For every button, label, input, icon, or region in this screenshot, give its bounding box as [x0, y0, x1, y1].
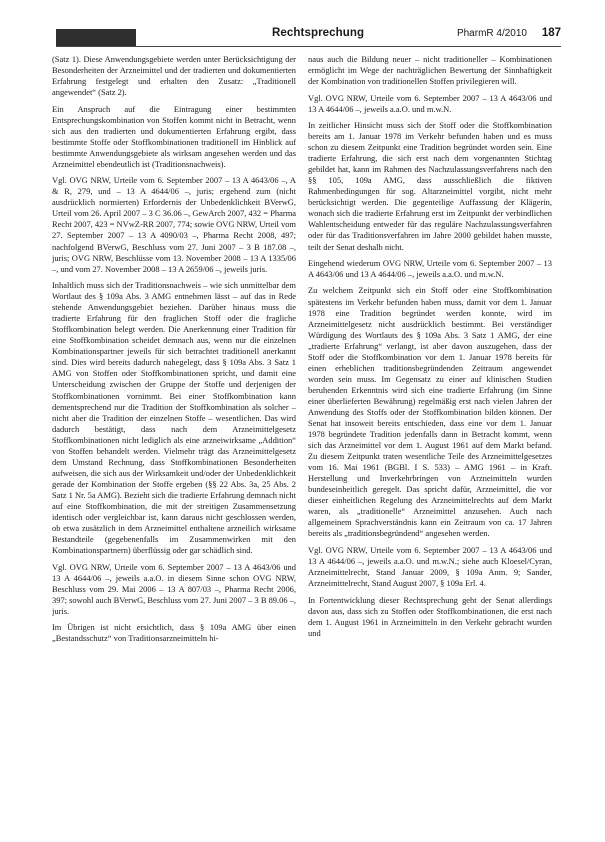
citation-paragraph: Vgl. OVG NRW, Urteile vom 6. September 2007 – 13 A 4643/06 und 13 A 4644/06 –, jeweils a.a.O. in diesem Sinne schon OVG NRW, Beschluss vom 29. Mai 2006 – 13 A 807/03 –, Pharma Recht 2006, 397; sowohl auch BVerwG, Beschluss vom 27. Juni 2007 – 3 B 89.06 –, juris. — [52, 561, 296, 616]
page-number: 187 — [541, 27, 561, 39]
citation-paragraph: Eingehend wiederum OVG NRW, Urteile vom 6. September 2007 – 13 A 4643/06 und 13 A 4644/06 –, jeweils a.a.O. und m.w.N. — [308, 257, 552, 280]
paragraph: Im Übrigen ist nicht ersichtlich, dass § 109a AMG über einen „Bestandsschutz“ von Traditionsarzneimitteln hi- — [52, 622, 296, 644]
paragraph: Zu welchem Zeitpunkt sich ein Stoff oder eine Stoffkombination spätestens im Verkehr befunden haben muss, damit vor dem 1. Januar 1978 eine Tradition begründet werden konnte, wird im Arzneimittelgesetz nicht ausdrücklich bestimmt. Bei verständiger Würdigung des Wortlauts des § 109a Abs. 3 Satz 1 AMG, der eine „tradierte Erfahrung“ verlangt, ist aber davon auszugehen, dass der Stoff oder die Stoffkombination vor dem 1. Januar 1978 bereits für einen erheblichen traditionsbegründenden Zeitraum angewendet worden sein muss. Im Gegensatz zu einer auf klinischen Studien beruhenden Erkenntnis wird sich eine tradierte Erfahrung (im Sinne einer überlieferten Bewährung) regelmäßig erst nach vielen Jahren der Anwendung des Stoffs oder der Stoffkombination bilden können. Der Senat hat insoweit bereits entschieden, dass eine vor dem 1. Januar 1978 begründete Tradition jedenfalls dann in Betracht kommt, wenn sich das Arzneimittel vor dem 1. August 1961 auf dem Markt befand. Zu diesem Zeitpunkt traten wesentliche Teile des Arzneimittelgesetzes vom 16. Mai 1961 (BGBl. I S. 533) – AMG 1961 – in Kraft. Herstellung und Inverkehrbringen von Arzneimitteln wurden bundeseinheitlich geregelt. Das spricht dafür, Arzneimittel, die vor dieser einheitlichen Regelung des Arzneimittelrechts auf dem Markt waren, als „traditionelle“ Arzneimittel anzusehen. Auch nach allgemeinem Sprachverständnis kann ein Zeitraum von ca. 17 Jahren bereits als „traditionsbegründend“ angesehen werden. — [308, 285, 552, 539]
paragraph: In Fortentwicklung dieser Rechtsprechung geht der Senat allerdings davon aus, dass sich zu Stoffen oder Stoffkombinationen, die erst nach dem 1. August 1961 in Arzneimitteln in den Verkehr gebracht wurden und — [308, 594, 552, 638]
section-title: Rechtsprechung — [272, 27, 365, 39]
left-column — [52, 54, 296, 834]
paragraph: Ein Anspruch auf die Eintragung einer bestimmten Entsprechungskombination von Stoffen kommt nicht in Betracht, wenn sich aus den tradierten und dokumentierten Erfahrung ergibt, dass bestimmte Stoffe oder Stoffkombinationen traditionell im Hinblick auf bestimmte Anwendungsgebiete als wirksam angesehen werden und das Arzneimittel ebendeutlich ist (Traditionsnachweis). — [52, 103, 296, 169]
paragraph: In zeitlicher Hinsicht muss sich der Stoff oder die Stoffkombination bereits am 1. Januar 1978 im Verkehr befunden haben und es muss schon zu diesem Zeitpunkt eine Tradition begründet worden sein. Eine tradierte Erfahrung, die sich erst nach dem vorgenannten Stichtag gebildet hat, kann im Rahmen des Nachzulassungsverfahrens nach den §§ 105, 109a AMG, dass ausschließlich die fiktiven Rahmenbedingungen für sog. Altarzneimittel vorgibt, nicht mehr berücksichtigt werden. Die gegenteilige Auffassung der Klägerin, wonach sich die tradierte Erfahrung erst im Zeitpunkt der verbindlichen Wahlentscheidung entweder für das reguläre Nachzulassungsverfahren oder für das Traditionsverfahren im Jahre 2000 gebildet haben musste, teilt der Senat deshalb nicht. — [308, 120, 552, 252]
citation-paragraph: Vgl. OVG NRW, Urteile vom 6. September 2007 – 13 A 4643/06 –, A & R, 279, und – 13 A 4644/06 –, juris; ergehend zum (nicht ausdrücklich normierten) Erfordernis der Unbedenklichkeit BVerwG, Urteil vom 26. April 2007 – 3 C 36.06 –, GewArch 2007, 432 = Pharma Recht 2007, 423 = NVwZ-RR 2007, 774; sowie OVG NRW, Urteil vom 27. September 2007 – 13 A 4090/03 –, Pharma Recht 2008, 497; nachfolgend BVerwG, Beschluss vom 27. Juni 2007 – 3 B 187.08 –, juris; OVG NRW, Beschlüsse vom 13. November 2008 – 13 A 1335/06 –, und vom 27. November 2008 – 13 A 2659/06 –, jeweils juris. — [52, 175, 296, 274]
citation-paragraph: Vgl. OVG NRW, Urteile vom 6. September 2007 – 13 A 4643/06 und 13 A 4644/06 –, jeweils a.a.O. und m.w.N.; siehe auch Kloesel/Cyran, Arzneimittelrecht, Stand Januar 2009, § 109a Anm. 9; Sander, Arzneimittelrecht, Stand August 2007, § 109a Erl. 4. — [308, 544, 552, 589]
header-bar — [56, 29, 136, 47]
paragraph: (Satz 1). Diese Anwendungsgebiete werden unter Berücksichtigung der Besonderheiten der Arzneimittel und der tradierten und dokumentierten Erfahrung festgelegt und erhalten den Zusatz: „Traditionell angewendet“ (Satz 2). — [52, 54, 296, 98]
citation-paragraph: Vgl. OVG NRW, Urteile vom 6. September 2007 – 13 A 4643/06 und 13 A 4644/06 –, jeweils a.a.O. und m.w.N. — [308, 92, 552, 114]
right-column — [308, 54, 552, 834]
paragraph: naus auch die Bildung neuer – nicht traditioneller – Kombinationen ermöglicht im Wege der nachträglichen Bewertung der Sinnhaftigkeit der Kombination von traditionellen Stoffen privilegieren will. — [308, 54, 552, 87]
paragraph: Inhaltlich muss sich der Traditionsnachweis – wie sich unmittelbar dem Wortlaut des § 109a Abs. 3 AMG entnehmen lässt – auf das in Rede stehende Anwendungsgebiet beziehen. Darüber hinaus muss die tradierte Erfahrung für den fraglichen Stoff oder die fragliche Stoffkombination belegt werden. Die Anerkennung einer Tradition für eine Stoffkombination scheidet demnach aus, wenn nur die einzelnen Kombinationspartner jeweils für sich betrachtet traditionell anerkannt sind. Dies wird bereits dadurch nahegelegt, dass § 109a Abs. 3 Satz 1 AMG von Stoffen oder Stoffkombinationen spricht, und damit eine Unterscheidung zwischen der Gruppe der Stoffe und derjenigen der Stoffkombinationen vornimmt. Bei einer Stoffkombination kann dementsprechend nur die Tradition der Stoffkombination als solcher – nicht aber die Tradition der einzelnen Stoffe – wesentlichen. Das wird dadurch bestätigt, dass nach dem Arzneimittelgesetz Stoffkombinationen nicht lediglich als eine arzneiwirksame „Addition“ von Stoffen behandelt werden. Vielmehr trägt das Arzneimittelgesetz dem Umstand Rechnung, dass Stoffkombinationen Besonderheiten aufweisen, die sich aus der Wirksamkeit und/oder der Unbedenklichkeit gerade der Kombination der Stoffe ergeben (§§ 22 Abs. 3a, 25 Abs. 2 Satz 1 Nr. 5a AMG). Bezieht sich die tradierte Erfahrung demnach nicht auf eine Stoffkombination, die mit der streitigen Zusammensetzung identisch oder vergleichbar ist, kann daraus nicht geschlossen werden, ob etwa zusätzlich in dem Arzneimittel enthaltene arzneilich wirksame Bestandteile (gegebenenfalls im Zusammenwirken mit den Kombinationspartnern) überflüssig oder gar schädlich sind. — [52, 280, 296, 556]
journal-issue: PharmR 4/2010 — [456, 28, 527, 39]
header-rule — [56, 46, 561, 47]
